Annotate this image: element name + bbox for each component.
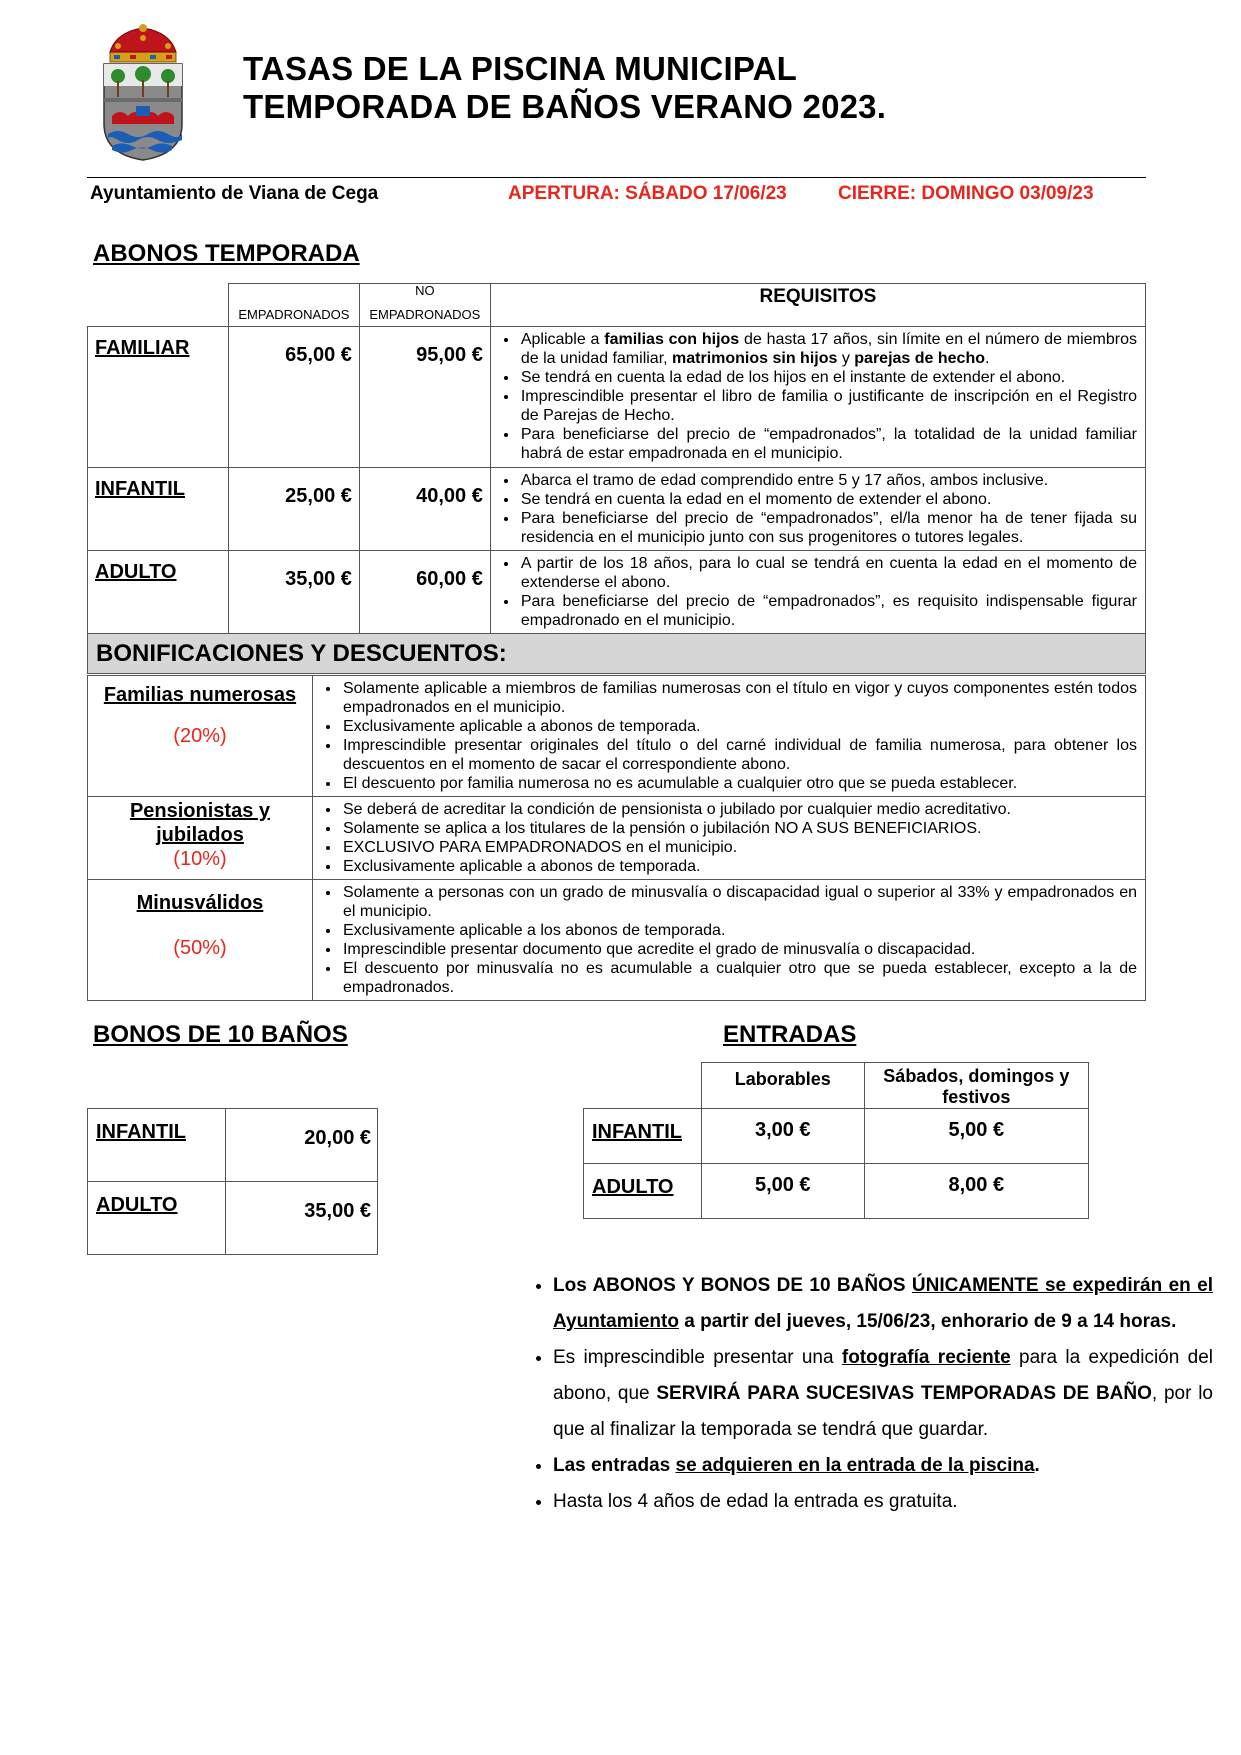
title-line-1: TASAS DE LA PISCINA MUNICIPAL (243, 50, 797, 87)
note-item: • Las entradas se adquieren en la entrada de la piscina. (553, 1448, 1213, 1484)
price-laborables: 3,00 € (701, 1109, 864, 1164)
price-empadronados: 65,00 € (228, 327, 359, 468)
price-empadronados: 35,00 € (228, 551, 359, 634)
list-item: • Exclusivamente aplicable a los abonos de temporada. (341, 921, 1137, 940)
page-title (243, 50, 886, 126)
bonif-items-cell (312, 880, 1145, 1001)
list-item: • Exclusivamente aplicable a abonos de temporada. (341, 717, 1137, 736)
bonif-items-cell (312, 676, 1145, 797)
row-label: FAMILIAR (88, 327, 229, 468)
col-requisitos: REQUISITOS (490, 284, 1145, 327)
list-item: • Solamente a personas con un grado de minusvalía o discapacidad igual o superior al 33% y empadronados en el municipio. (341, 883, 1137, 921)
title-line-2: TEMPORADA DE BAÑOS VERANO 2023. (243, 88, 887, 125)
requisitos-cell (490, 551, 1145, 634)
requisitos-cell (490, 468, 1145, 551)
price-laborables: 5,00 € (701, 1164, 864, 1219)
table-row (584, 1164, 1089, 1219)
abonos-table (87, 283, 1146, 674)
price-empadronados: 25,00 € (228, 468, 359, 551)
list-item: • El descuento por familia numerosa no es acumulable a cualquier otro que se pueda establecer. (341, 774, 1137, 793)
list-item: • Solamente aplicable a miembros de familias numerosas con el título en vigor y cuyos componentes estén todos empadronados en el municipio. (341, 679, 1137, 717)
note-item: • Los ABONOS Y BONOS DE 10 BAÑOS ÚNICAMENTE se expedirán en el Ayuntamiento a partir del jueves, 15/06/23, enhorario de 9 a 14 horas. (553, 1268, 1213, 1340)
row-label: INFANTIL (88, 1109, 226, 1182)
crest-icon (96, 24, 190, 162)
price: 35,00 € (225, 1182, 377, 1255)
bonif-label-cell (88, 676, 313, 797)
list-item: • Imprescindible presentar el libro de familia o justificante de inscripción en el Registro de Parejas de Hecho. (519, 387, 1137, 425)
table-row (88, 327, 1146, 468)
row-label: INFANTIL (584, 1109, 702, 1164)
list-item: • Imprescindible presentar documento que acredite el grado de minusvalía o discapacidad. (341, 940, 1137, 959)
list-item: • Abarca el tramo de edad comprendido entre 5 y 17 años, ambos inclusive. (519, 471, 1137, 490)
table-row (88, 1109, 378, 1182)
apertura-date: APERTURA: SÁBADO 17/06/23 (508, 183, 787, 204)
list-item: • Para beneficiarse del precio de “empadronados”, el/la menor ha de tener fijada su residencia en el municipio junto con sus progenitores o tutores legales. (519, 509, 1137, 547)
entradas-heading: ENTRADAS (723, 1021, 857, 1048)
list-item: • Exclusivamente aplicable a abonos de temporada. (341, 857, 1137, 876)
list-item: • Para beneficiarse del precio de “empadronados”, la totalidad de la unidad familiar habrá de estar empadronada en el municipio. (519, 425, 1137, 463)
list-item: • Aplicable a familias con hijos de hasta 17 años, sin límite en el número de miembros de la unidad familiar, matrimonios sin hijos y parejas de hecho. (519, 330, 1137, 368)
empty-corner (88, 284, 229, 327)
list-item: • EXCLUSIVO PARA EMPADRONADOS en el municipio. (341, 838, 1137, 857)
note-item: • Hasta los 4 años de edad la entrada es gratuita. (553, 1484, 1213, 1520)
table-row (88, 551, 1146, 634)
table-row (88, 676, 1146, 797)
note-item: • Es imprescindible presentar una fotografía reciente para la expedición del abono, que SERVIRÁ PARA SUCESIVAS TEMPORADAS DE BAÑO, por lo que al finalizar la temporada se tendrá que guardar. (553, 1340, 1213, 1448)
table-row (88, 468, 1146, 551)
bonif-items-cell (312, 797, 1145, 880)
bonificaciones-header-row (88, 634, 1146, 674)
col-empadronados: EMPADRONADOS (228, 284, 359, 327)
list-item: • Imprescindible presentar originales del título o del carné individual de familia numerosa, para obtener los descuentos en el momento de sacar el correspondiente abono. (341, 736, 1137, 774)
empty-corner (584, 1063, 702, 1109)
list-item: • Para beneficiarse del precio de “empadronados”, es requisito indispensable figurar empadronado en el municipio. (519, 592, 1137, 630)
price-no-empadronados: 60,00 € (359, 551, 490, 634)
bonos10-table (87, 1108, 378, 1255)
list-item: • A partir de los 18 años, para lo cual se tendrá en cuenta la edad en el momento de extenderse el abono. (519, 554, 1137, 592)
cierre-date: CIERRE: DOMINGO 03/09/23 (838, 183, 1094, 204)
abonos-heading: ABONOS TEMPORADA (93, 240, 360, 267)
price-no-empadronados: 95,00 € (359, 327, 490, 468)
bonif-label: Familias numerosas (103, 684, 297, 706)
bonif-percentage: (20%) (173, 725, 227, 747)
ayuntamiento-name: Ayuntamiento de Viana de Cega (90, 183, 379, 204)
row-label: ADULTO (88, 551, 229, 634)
entradas-header-row (584, 1063, 1089, 1109)
price-festivos: 8,00 € (864, 1164, 1088, 1219)
list-item: • Solamente se aplica a los titulares de la pensión o jubilación NO A SUS BENEFICIARIOS. (341, 819, 1137, 838)
price-no-empadronados: 40,00 € (359, 468, 490, 551)
bonif-label-cell (88, 797, 313, 880)
bonificaciones-table (87, 675, 1146, 1001)
bonif-percentage: (50%) (173, 937, 227, 959)
bonif-percentage: (10%) (173, 848, 227, 870)
col-festivos: Sábados, domingos y festivos (864, 1063, 1088, 1109)
table-row (88, 1182, 378, 1255)
table-row (584, 1109, 1089, 1164)
list-item: • Se tendrá en cuenta la edad en el momento de extender el abono. (519, 490, 1137, 509)
price-festivos: 5,00 € (864, 1109, 1088, 1164)
list-item: • Se deberá de acreditar la condición de pensionista o jubilado por cualquier medio acreditativo. (341, 800, 1137, 819)
list-item: • El descuento por minusvalía no es acumulable a cualquier otro que se pueda establecer, excepto a la de empadronados. (341, 959, 1137, 997)
bonif-label-cell (88, 880, 313, 1001)
bonificaciones-heading: BONIFICACIONES Y DESCUENTOS: (88, 634, 1146, 674)
row-label: INFANTIL (88, 468, 229, 551)
col-no-empadronados: NO EMPADRONADOS (359, 284, 490, 327)
table-row (88, 880, 1146, 1001)
entradas-table (583, 1062, 1089, 1219)
bonos10-heading: BONOS DE 10 BAÑOS (93, 1021, 348, 1048)
notes-list (533, 1268, 1213, 1520)
bonif-label: Pensionistas y jubilados (129, 800, 270, 846)
requisitos-cell (490, 327, 1145, 468)
list-item: • Se tendrá en cuenta la edad de los hijos en el instante de extender el abono. (519, 368, 1137, 387)
col-laborables: Laborables (701, 1063, 864, 1109)
bonif-label: Minusválidos (136, 892, 264, 914)
row-label: ADULTO (88, 1182, 226, 1255)
price: 20,00 € (225, 1109, 377, 1182)
abonos-header-row (88, 284, 1146, 327)
row-label: ADULTO (584, 1164, 702, 1219)
table-row (88, 797, 1146, 880)
header-divider (87, 177, 1146, 178)
